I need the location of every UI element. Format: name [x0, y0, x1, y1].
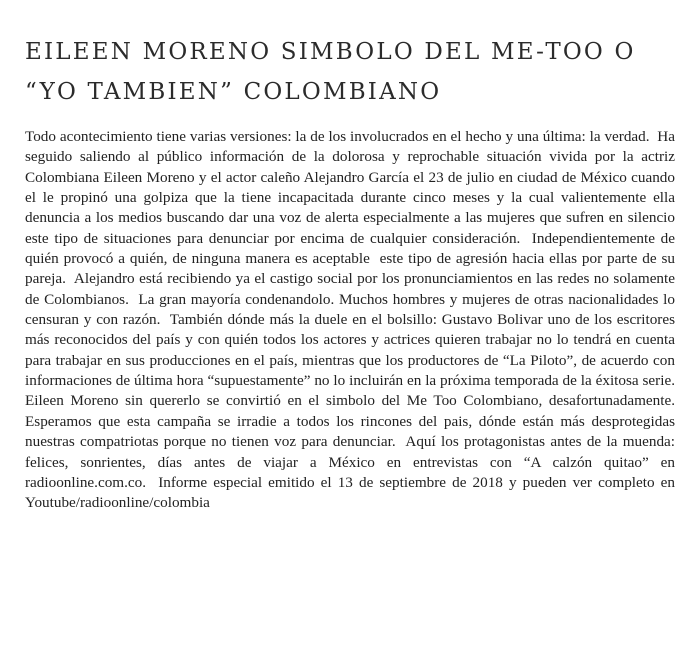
article-body: Todo acontecimiento tiene varias versiones: la de los involucrados en el hecho y una última: la verdad. Ha seguido saliendo al público información de la dolorosa y reprochable situación vivida por la actriz Colombiana Eileen Moreno y el actor caleño Alejandro García el 23 de julio en ciudad de México cuando el le propinó una golpiza que la tiene incapacitada durante cinco meses y la cual valientemente ella denuncia a los medios buscando dar una voz de alerta especialmente a las mujeres que sufren en silencio este tipo de situaciones para denunciar por encima de cualquier consideración. Independientemente de quién provocó a quién, de ninguna manera es aceptable este tipo de agresión hacia ellas por parte de su pareja. Alejandro está recibiendo ya el castigo social por los pronunciamientos en las redes no solamente de Colombianos. La gran mayoría condenandolo. Muchos hombres y mujeres de otras nacionalidades lo censuran y con razón. También dónde más la duele en el bolsillo: Gustavo Bolivar uno de los escritores más reconocidos del país y con quién todos los actores y actrices quieren trabajar no lo tendrá en cuenta para trabajar en sus producciones en el país, mientras que los productores de “La Piloto”, de acuerdo con informaciones de última hora “supuestamente” no lo incluirán en la próxima temporada de la éxitosa serie. Eileen Moreno sin quererlo se convirtió en el simbolo del Me Too Colombiano, desafortunadamente. Esperamos que esta campaña se irradie a todos los rincones del pais, dónde están más desprotegidas nuestras compatriotas porque no tienen voz para denunciar. Aquí los protagonistas antes de la muenda: felices, sonrientes, días antes de viajar a México en entrevistas con “A calzón quitao” en radioonline.com.co. Informe especial emitido el 13 de septiembre de 2018 y pueden ver completo en Youtube/radioonline/colombia — [25, 128, 683, 512]
article-title: EILEEN MORENO SIMBOLO DEL ME-TOO O “YO TAMBIEN” COLOMBIANO — [25, 39, 636, 105]
